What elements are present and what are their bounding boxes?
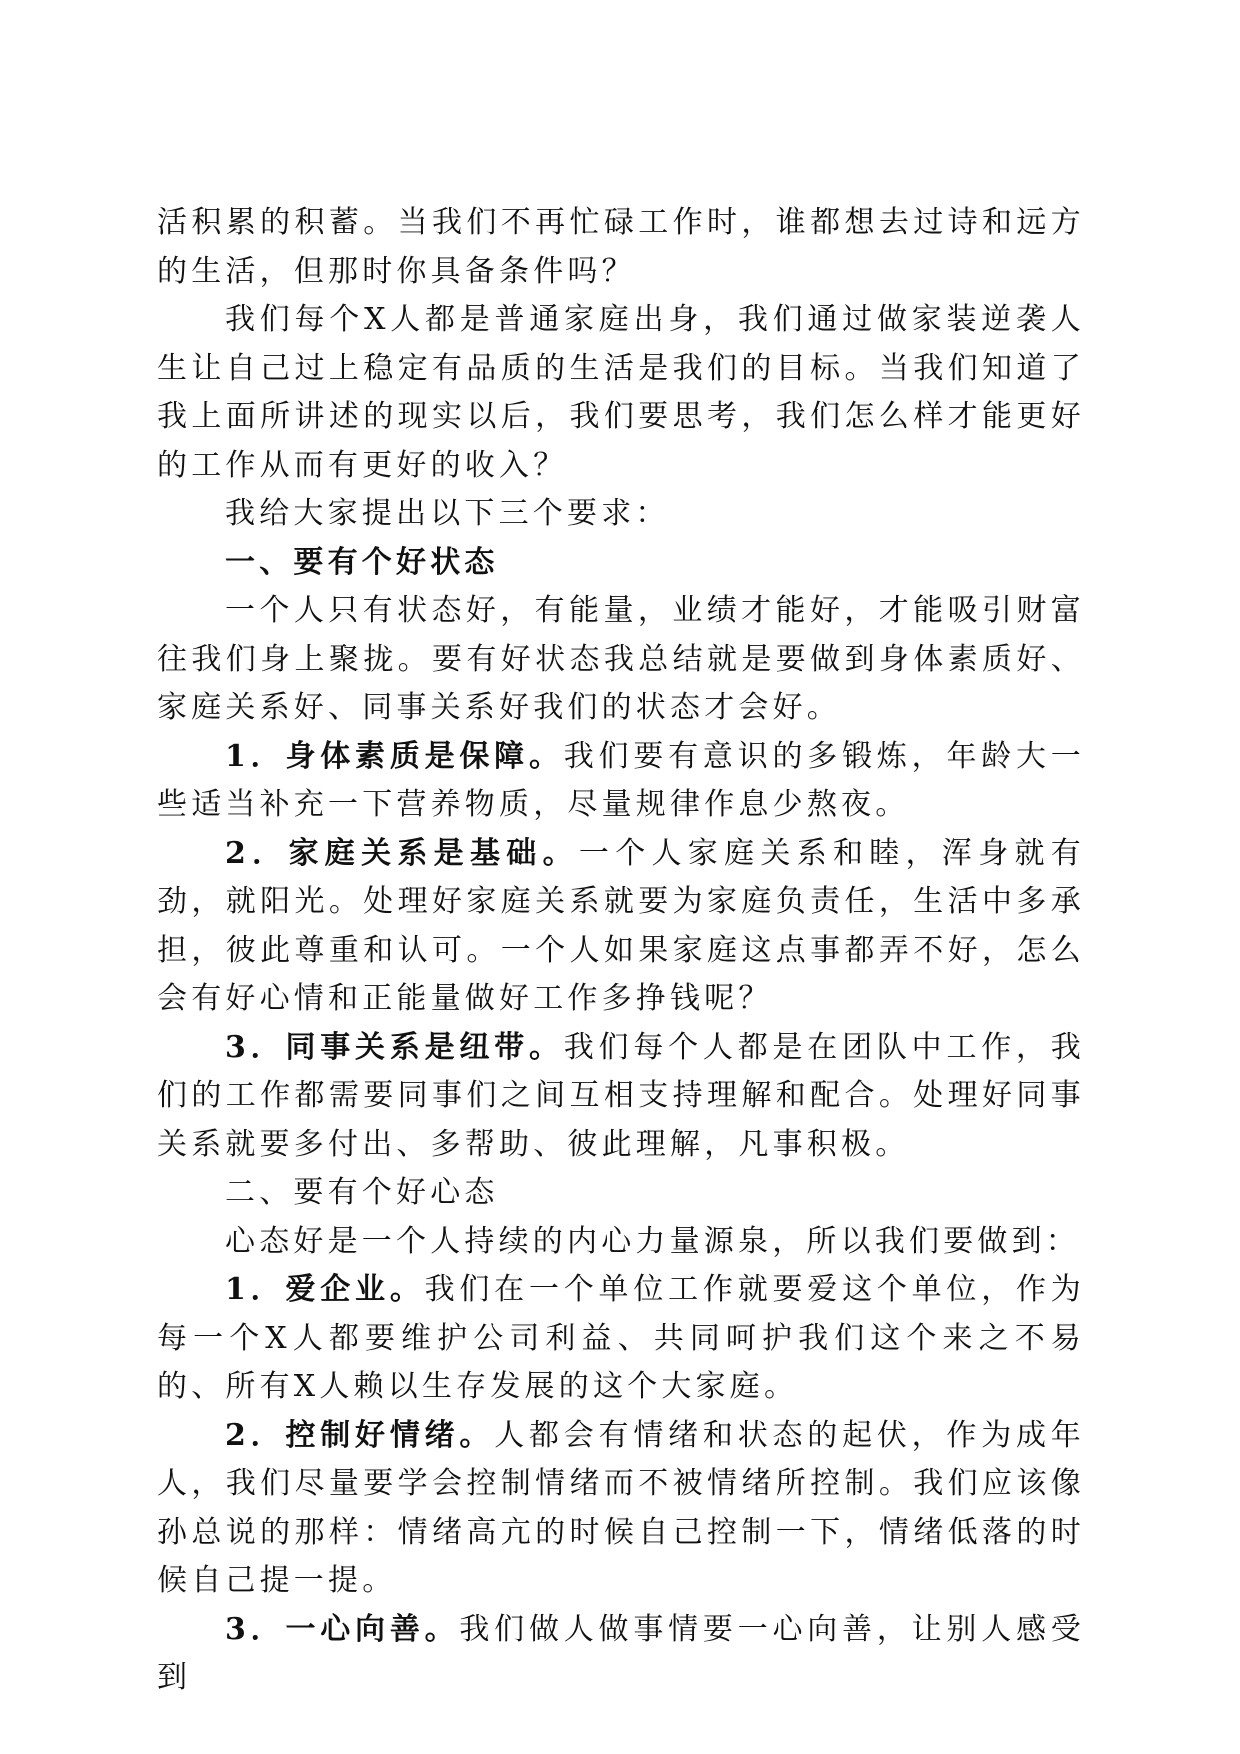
document-page: [157, 199, 1085, 1703]
list-item-family: [157, 830, 1085, 1024]
list-item-body: 一个人家庭关系和睦，浑身就有劲，就阳光。处理好家庭关系就要为家庭负责任，生活中多承担，彼此尊重和认可。一个人如果家庭这点事都弄不好，怎么会有好心情和正能量做好工作多挣钱呢？: [157, 835, 1085, 1016]
list-item-lead: 2．家庭关系是基础。: [225, 835, 579, 871]
list-item-body: 我们要有意识的多锻炼，年龄大一些适当补充一下营养物质，尽量规律作息少熬夜。: [157, 738, 1086, 822]
paragraph-good-mindset: 心态好是一个人持续的内心力量源泉，所以我们要做到：: [225, 1223, 1080, 1259]
list-item-love-company: [157, 1266, 1085, 1412]
section-heading-good-state: 一、要有个好状态: [225, 544, 499, 580]
paragraph-requirements-intro: 我给大家提出以下三个要求：: [225, 496, 670, 531]
list-item-colleagues: [157, 1024, 1085, 1170]
list-item-body: 人都会有情绪和状态的起伏，作为成年人，我们尽量要学会控制情绪而不被情绪所控制。我们应该像孙总说的那样：情绪高亢的时候自己控制一下，情绪低落的时候自己提一提。: [157, 1417, 1085, 1598]
paragraph-good-state: 一个人只有状态好，有能量，业绩才能好，才能吸引财富往我们身上聚拢。要有好状态我总结就是要做到身体素质好、家庭关系好、同事关系好我们的状态才会好。: [157, 593, 1085, 725]
list-item-body: 我们做人做事情要一心向善，让别人感受到: [157, 1611, 1085, 1695]
list-item-body: 我们在一个单位工作就要爱这个单位，作为每一个X人都要维护公司利益、共同呵护我们这个来之不易的、所有X人赖以生存发展的这个大家庭。: [157, 1272, 1085, 1404]
list-item-lead: 1．爱企业。: [225, 1272, 425, 1307]
paragraph-savings: 活积累的积蓄。当我们不再忙碌工作时，谁都想去过诗和远方的生活，但那时你具备条件吗？: [157, 205, 1085, 289]
list-item-emotions: [157, 1412, 1085, 1606]
list-item-lead: 3．一心向善。: [225, 1611, 460, 1647]
list-item-kindness: [157, 1606, 1085, 1703]
section-heading-good-mindset: 二、要有个好心态: [225, 1175, 499, 1210]
paragraph-goal: 我们每个X人都是普通家庭出身，我们通过做家装逆袭人生让自己过上稳定有品质的生活是我们的目标。当我们知道了我上面所讲述的现实以后，我们要思考，我们怎么样才能更好的工作从而有更好的收入？: [157, 302, 1085, 483]
list-item-lead: 1．身体素质是保障。: [225, 738, 564, 774]
list-item-lead: 3．同事关系是纽带。: [225, 1029, 564, 1065]
list-item-health: [157, 733, 1085, 830]
list-item-body: 我们每个人都是在团队中工作，我们的工作都需要同事们之间互相支持理解和配合。处理好同事关系就要多付出、多帮助、彼此理解，凡事积极。: [157, 1029, 1086, 1162]
list-item-lead: 2．控制好情绪。: [225, 1417, 495, 1453]
